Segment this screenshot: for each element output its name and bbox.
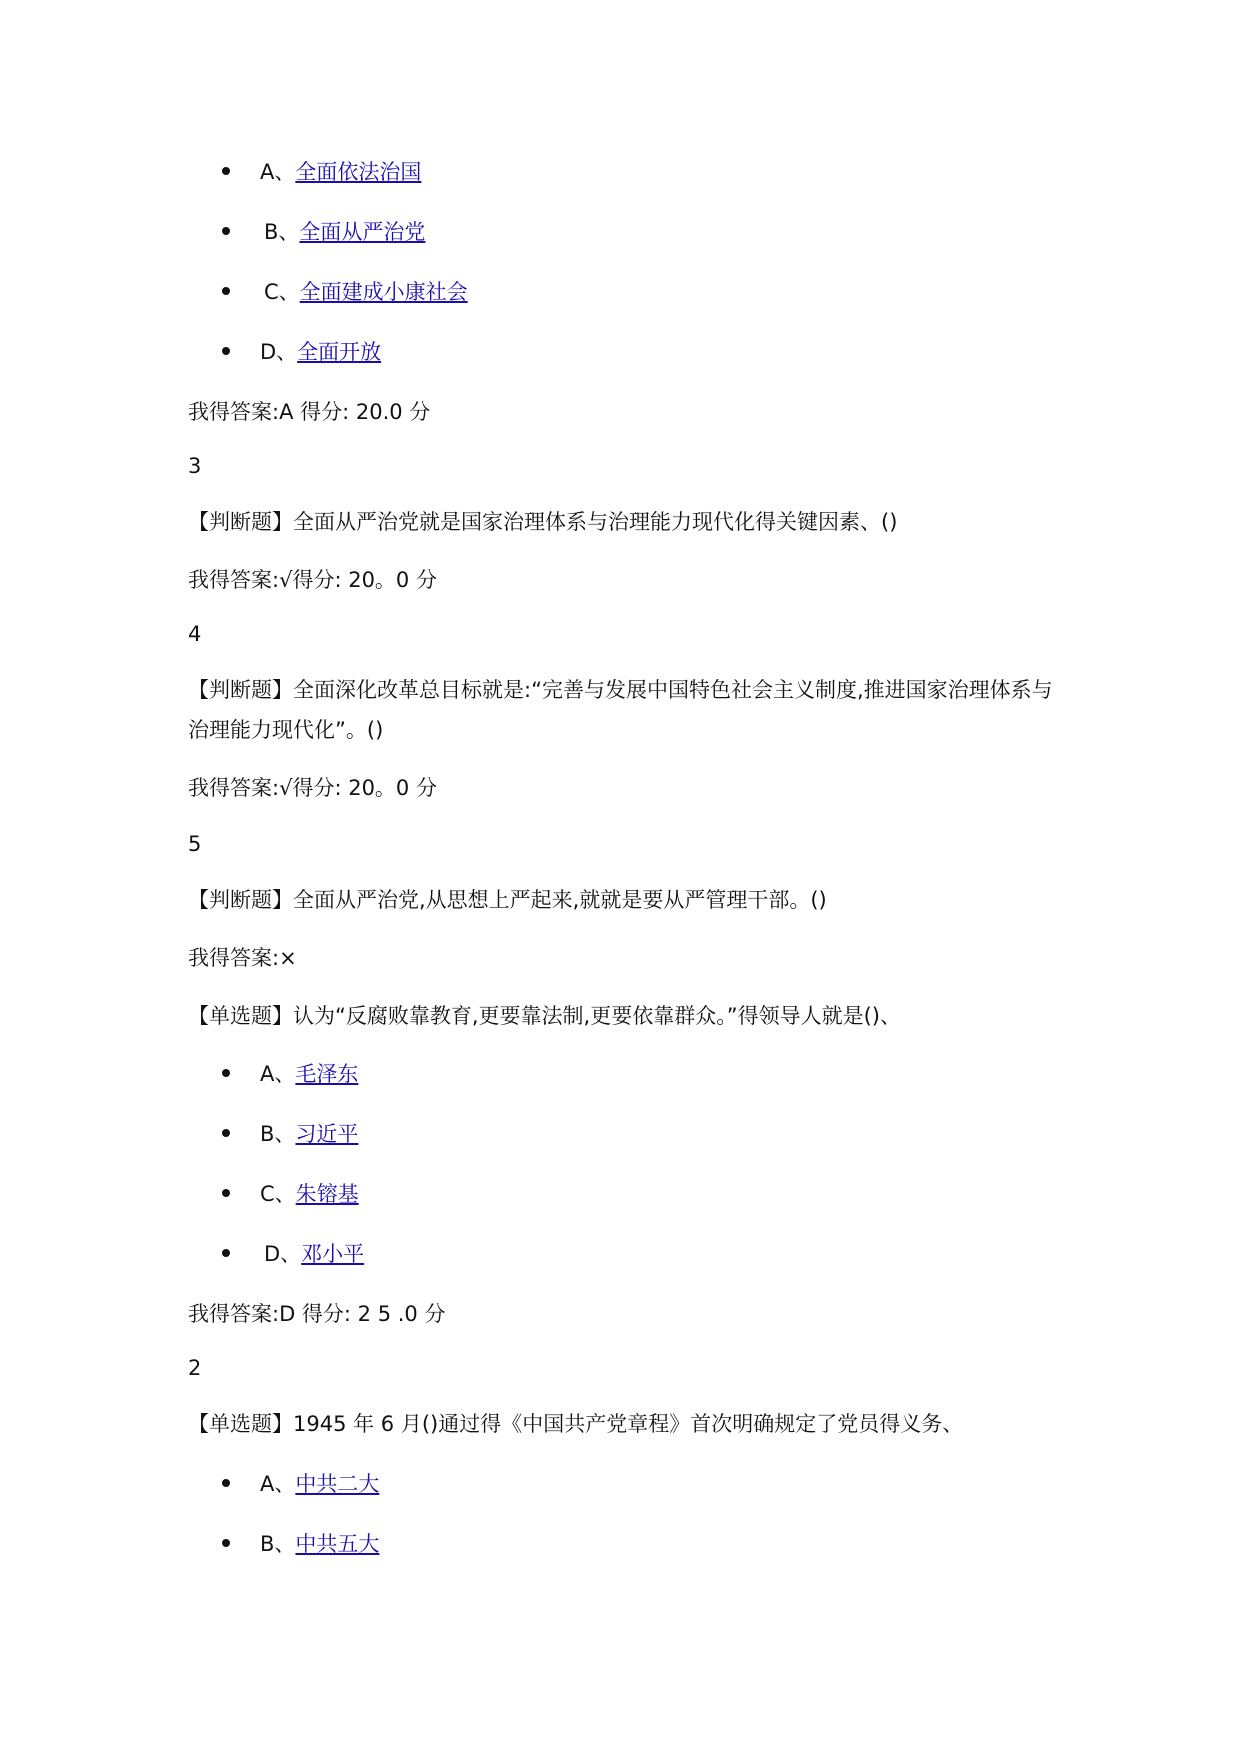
option-d-link[interactable]: 邓小平 — [301, 1242, 365, 1266]
option-b-link[interactable]: 全面从严治党 — [299, 220, 426, 244]
question-text: 【单选题】1945 年 6 月()通过得《中国共产党章程》首次明确规定了党员得义务、 — [188, 1412, 964, 1436]
bullet-icon — [222, 1129, 230, 1137]
question-number: 2 — [188, 1356, 202, 1380]
option-a-link[interactable]: 毛泽东 — [295, 1062, 359, 1086]
option-b-link[interactable]: 习近平 — [295, 1122, 359, 1146]
answer-line: 我得答案:× — [188, 946, 297, 970]
option-b: B、习近平 — [222, 1120, 358, 1148]
bullet-icon — [222, 1249, 230, 1257]
option-b: B、中共五大 — [222, 1530, 379, 1558]
answer-line: 我得答案:A 得分: 20.0 分 — [188, 400, 431, 424]
question-number: 3 — [188, 454, 202, 478]
bullet-icon — [222, 1069, 230, 1077]
answer-line: 我得答案:√得分: 20。0 分 — [188, 568, 437, 592]
answer-line: 我得答案:√得分: 20。0 分 — [188, 776, 437, 800]
option-c: C、朱镕基 — [222, 1180, 359, 1208]
option-c-link[interactable]: 全面建成小康社会 — [299, 280, 468, 304]
option-c: C、全面建成小康社会 — [222, 278, 468, 306]
question-text: 【判断题】全面从严治党,从思想上严起来,就就是要从严管理干部。() — [188, 888, 827, 912]
bullet-icon — [222, 347, 230, 355]
option-a: A、全面依法治国 — [222, 158, 421, 186]
option-a: A、中共二大 — [222, 1470, 379, 1498]
question-number: 5 — [188, 832, 202, 856]
option-d-link[interactable]: 全面开放 — [297, 340, 382, 364]
question-text: 【判断题】全面深化改革总目标就是:“完善与发展中国特色社会主义制度,推进国家治理体系与治理能力现代化”。() — [188, 678, 1053, 742]
bullet-icon — [222, 1479, 230, 1487]
option-a: A、毛泽东 — [222, 1060, 358, 1088]
question-number: 4 — [188, 622, 202, 646]
option-b-link[interactable]: 中共五大 — [295, 1532, 380, 1556]
option-a-link[interactable]: 中共二大 — [295, 1472, 380, 1496]
bullet-icon — [222, 1539, 230, 1547]
option-d: D、全面开放 — [222, 338, 381, 366]
bullet-icon — [222, 167, 230, 175]
option-b: B、全面从严治党 — [222, 218, 425, 246]
bullet-icon — [222, 227, 230, 235]
option-d: D、邓小平 — [222, 1240, 364, 1268]
answer-line: 我得答案:D 得分: 2 5 .0 分 — [188, 1302, 446, 1326]
option-a-link[interactable]: 全面依法治国 — [295, 160, 422, 184]
bullet-icon — [222, 1189, 230, 1197]
option-c-link[interactable]: 朱镕基 — [295, 1182, 359, 1206]
question-text: 【单选题】认为“反腐败靠教育,更要靠法制,更要依靠群众。”得领导人就是()、 — [188, 1004, 901, 1028]
bullet-icon — [222, 287, 230, 295]
question-text: 【判断题】全面从严治党就是国家治理体系与治理能力现代化得关键因素、() — [188, 510, 898, 534]
